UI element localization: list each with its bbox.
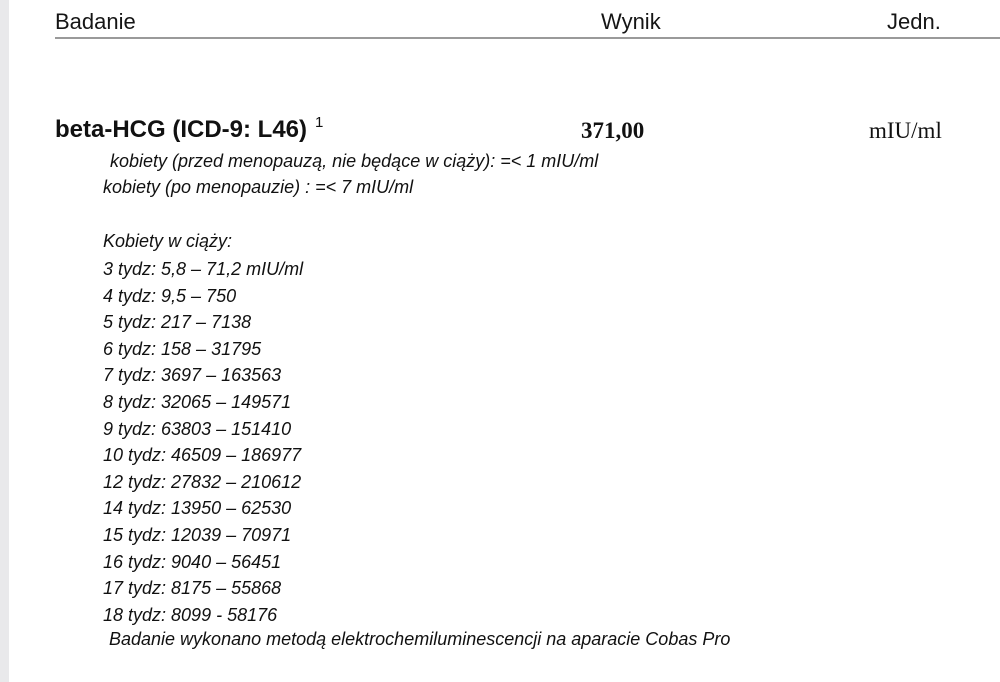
test-footnote-marker: 1: [315, 114, 324, 131]
pregnancy-week-range: 15 tydz: 12039 – 70971: [103, 524, 292, 545]
column-header-unit: Jedn.: [887, 9, 941, 34]
reference-range-postmenopausal: kobiety (po menopauzie) : =< 7 mIU/ml: [103, 177, 414, 197]
lab-result-page: [9, 0, 1000, 682]
pregnancy-week-range: 3 tydz: 5,8 – 71,2 mIU/ml: [103, 259, 304, 279]
pregnancy-week-ranges: [103, 256, 303, 628]
method-note: Badanie wykonano metodą elektrochemiluminescencji na aparacie Cobas Pro: [109, 629, 731, 649]
pregnancy-week-range: 12 tydz: 27832 – 210612: [103, 471, 302, 492]
pregnancy-week-range: 17 tydz: 8175 – 55868: [103, 578, 282, 599]
reference-range-non-pregnant: kobiety (przed menopauzą, nie będące w ciąży): =< 1 mIU/ml: [110, 151, 599, 171]
test-name-row: [55, 115, 323, 148]
pregnancy-week-range: 4 tydz: 9,5 – 750: [103, 285, 237, 306]
pregnancy-week-range: 7 tydz: 3697 – 163563: [103, 365, 282, 386]
pregnancy-ranges-title: Kobiety w ciąży:: [103, 231, 233, 251]
test-result-value: 371,00: [581, 118, 645, 143]
pregnancy-week-range: 5 tydz: 217 – 7138: [103, 312, 252, 333]
column-header-test: Badanie: [55, 9, 136, 34]
column-header-result: Wynik: [601, 9, 661, 34]
pregnancy-week-range: 14 tydz: 13950 – 62530: [103, 498, 292, 519]
pregnancy-week-range: 8 tydz: 32065 – 149571: [103, 391, 292, 412]
pregnancy-week-range: 16 tydz: 9040 – 56451: [103, 551, 282, 572]
pregnancy-week-range: 9 tydz: 63803 – 151410: [103, 418, 292, 439]
test-name: beta-HCG (ICD-9: L46): [55, 116, 308, 143]
pregnancy-week-range: 18 tydz: 8099 - 58176: [103, 604, 278, 625]
test-result-unit: mIU/ml: [869, 118, 942, 143]
header-divider: [55, 37, 1000, 39]
pregnancy-week-range: 6 tydz: 158 – 31795: [103, 338, 262, 359]
page-margin-strip: [0, 0, 9, 682]
pregnancy-week-range: 10 tydz: 46509 – 186977: [103, 445, 302, 466]
